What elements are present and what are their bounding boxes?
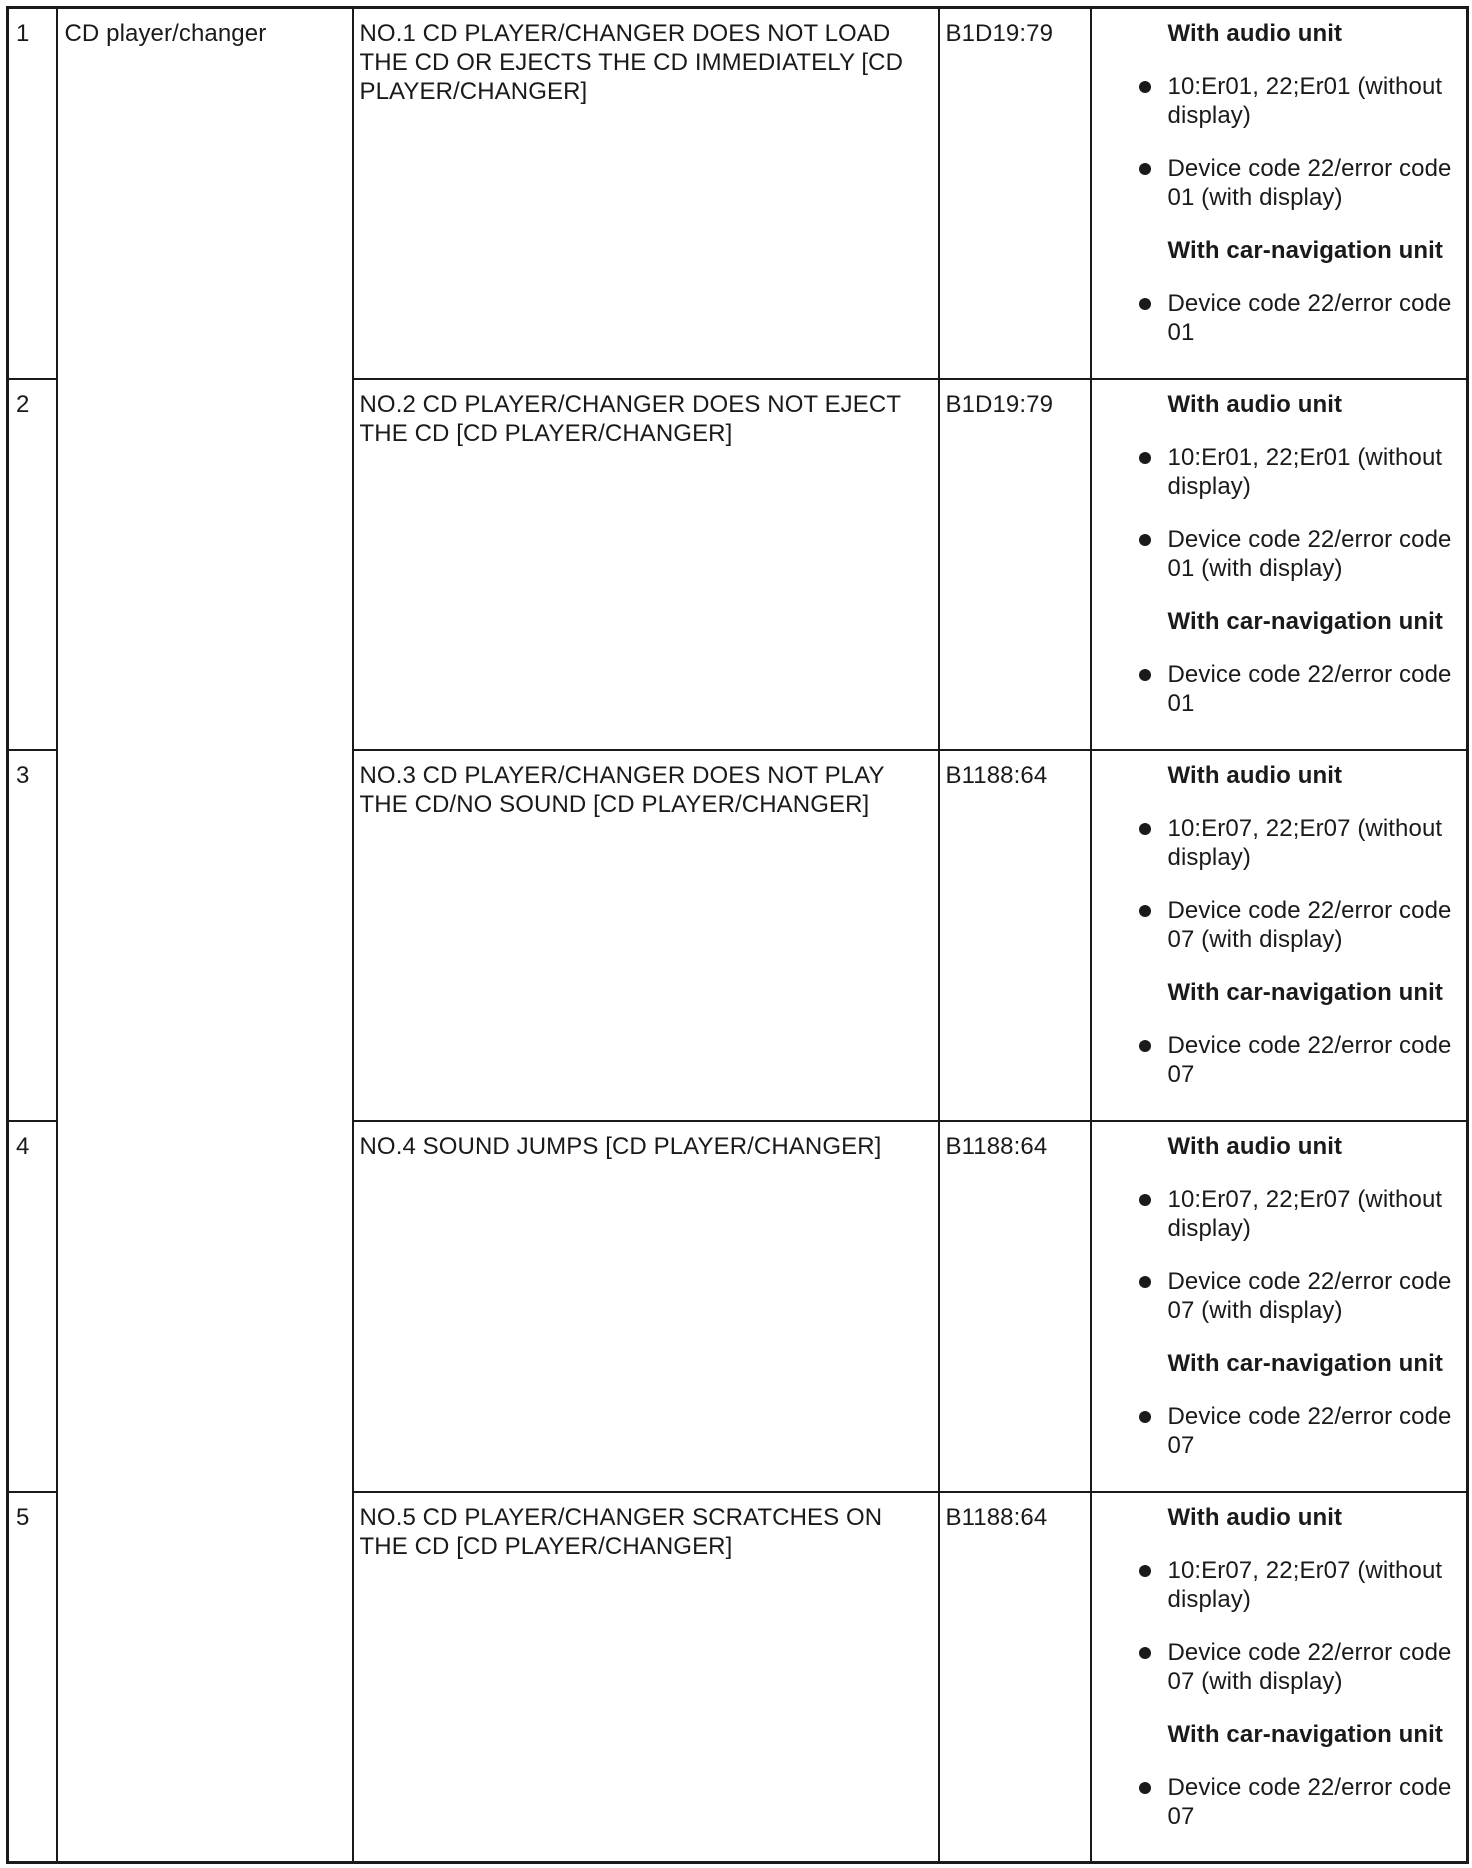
audio-code-text: 10:Er01, 22;Er01 (without display) — [1167, 443, 1443, 500]
bullet-icon — [1139, 823, 1151, 835]
nav-code-item — [1092, 1773, 1461, 1831]
audio-code-item — [1092, 443, 1461, 501]
audio-unit-heading: With audio unit — [1167, 390, 1343, 418]
nav-code-text: Device code 22/error code 07 — [1167, 1773, 1452, 1830]
nav-code-text: Device code 22/error code 01 — [1167, 660, 1452, 717]
table-row — [8, 8, 1468, 379]
bullet-icon — [1139, 1194, 1151, 1206]
error-code-cell — [1091, 379, 1468, 750]
audio-code-text: 10:Er07, 22;Er07 (without display) — [1167, 1556, 1443, 1613]
audio-code-text: 10:Er07, 22;Er07 (without display) — [1167, 1185, 1443, 1242]
audio-code-text: Device code 22/error code 01 (with display) — [1167, 525, 1452, 582]
dtc-code: B1D19:79 — [939, 8, 1091, 379]
symptom-text: NO.5 CD PLAYER/CHANGER SCRATCHES ON THE CD [CD PLAYER/CHANGER] — [353, 1492, 939, 1863]
audio-code-text: Device code 22/error code 07 (with display) — [1167, 1267, 1452, 1324]
nav-code-text: Device code 22/error code 07 — [1167, 1031, 1452, 1088]
dtc-code: B1188:64 — [939, 1121, 1091, 1492]
nav-code-item — [1092, 660, 1461, 718]
nav-unit-heading: With car-navigation unit — [1167, 607, 1444, 635]
dtc-code: B1188:64 — [939, 1492, 1091, 1863]
bullet-icon — [1139, 1647, 1151, 1659]
nav-code-item — [1092, 289, 1461, 347]
audio-unit-heading: With audio unit — [1167, 1132, 1343, 1160]
audio-unit-heading: With audio unit — [1167, 1503, 1343, 1531]
audio-code-item — [1092, 1267, 1461, 1325]
audio-unit-heading: With audio unit — [1167, 20, 1343, 47]
audio-code-item — [1092, 72, 1461, 130]
nav-code-item — [1092, 1402, 1461, 1460]
nav-code-text: Device code 22/error code 07 — [1167, 1402, 1452, 1459]
audio-code-item — [1092, 154, 1461, 212]
audio-code-item — [1092, 896, 1461, 954]
dtc-code: B1D19:79 — [939, 379, 1091, 750]
nav-code-text: Device code 22/error code 01 — [1167, 290, 1452, 346]
error-code-cell — [1091, 750, 1468, 1121]
error-code-cell — [1091, 1121, 1468, 1492]
bullet-icon — [1139, 1276, 1151, 1288]
symptom-text: NO.3 CD PLAYER/CHANGER DOES NOT PLAY THE CD/NO SOUND [CD PLAYER/CHANGER] — [353, 750, 939, 1121]
error-code-cell — [1091, 1492, 1468, 1863]
bullet-icon — [1139, 298, 1151, 310]
nav-unit-heading: With car-navigation unit — [1167, 237, 1444, 264]
nav-unit-heading: With car-navigation unit — [1167, 1349, 1444, 1377]
bullet-icon — [1139, 669, 1151, 681]
symptom-text: NO.2 CD PLAYER/CHANGER DOES NOT EJECT THE CD [CD PLAYER/CHANGER] — [353, 379, 939, 750]
audio-code-item — [1092, 814, 1461, 872]
bullet-icon — [1139, 452, 1151, 464]
audio-code-item — [1092, 1556, 1461, 1614]
row-number: 2 — [8, 379, 57, 750]
audio-code-item — [1092, 1638, 1461, 1696]
row-number: 1 — [8, 8, 57, 379]
row-number: 5 — [8, 1492, 57, 1863]
row-number: 3 — [8, 750, 57, 1121]
audio-code-text: Device code 22/error code 01 (with display) — [1167, 155, 1452, 211]
bullet-icon — [1139, 1565, 1151, 1577]
audio-code-text: Device code 22/error code 07 (with display) — [1167, 1638, 1452, 1695]
bullet-icon — [1139, 1040, 1151, 1052]
bullet-icon — [1139, 1411, 1151, 1423]
dtc-code: B1188:64 — [939, 750, 1091, 1121]
bullet-icon — [1139, 1782, 1151, 1794]
bullet-icon — [1139, 163, 1151, 175]
audio-code-text: 10:Er01, 22;Er01 (without display) — [1167, 73, 1443, 129]
bullet-icon — [1139, 81, 1151, 93]
nav-unit-heading: With car-navigation unit — [1167, 1720, 1444, 1748]
system-name: CD player/changer — [57, 8, 353, 1863]
troubleshooting-table — [6, 6, 1469, 1864]
nav-code-item — [1092, 1031, 1461, 1089]
symptom-text: NO.4 SOUND JUMPS [CD PLAYER/CHANGER] — [353, 1121, 939, 1492]
audio-code-item — [1092, 525, 1461, 583]
error-code-cell — [1091, 8, 1468, 379]
audio-code-text: 10:Er07, 22;Er07 (without display) — [1167, 814, 1443, 871]
row-number: 4 — [8, 1121, 57, 1492]
symptom-text: NO.1 CD PLAYER/CHANGER DOES NOT LOAD THE CD OR EJECTS THE CD IMMEDIATELY [CD PLAYER/CHANGER] — [353, 8, 939, 379]
audio-code-text: Device code 22/error code 07 (with display) — [1167, 896, 1452, 953]
bullet-icon — [1139, 534, 1151, 546]
nav-unit-heading: With car-navigation unit — [1167, 978, 1444, 1006]
bullet-icon — [1139, 905, 1151, 917]
audio-code-item — [1092, 1185, 1461, 1243]
audio-unit-heading: With audio unit — [1167, 761, 1343, 789]
